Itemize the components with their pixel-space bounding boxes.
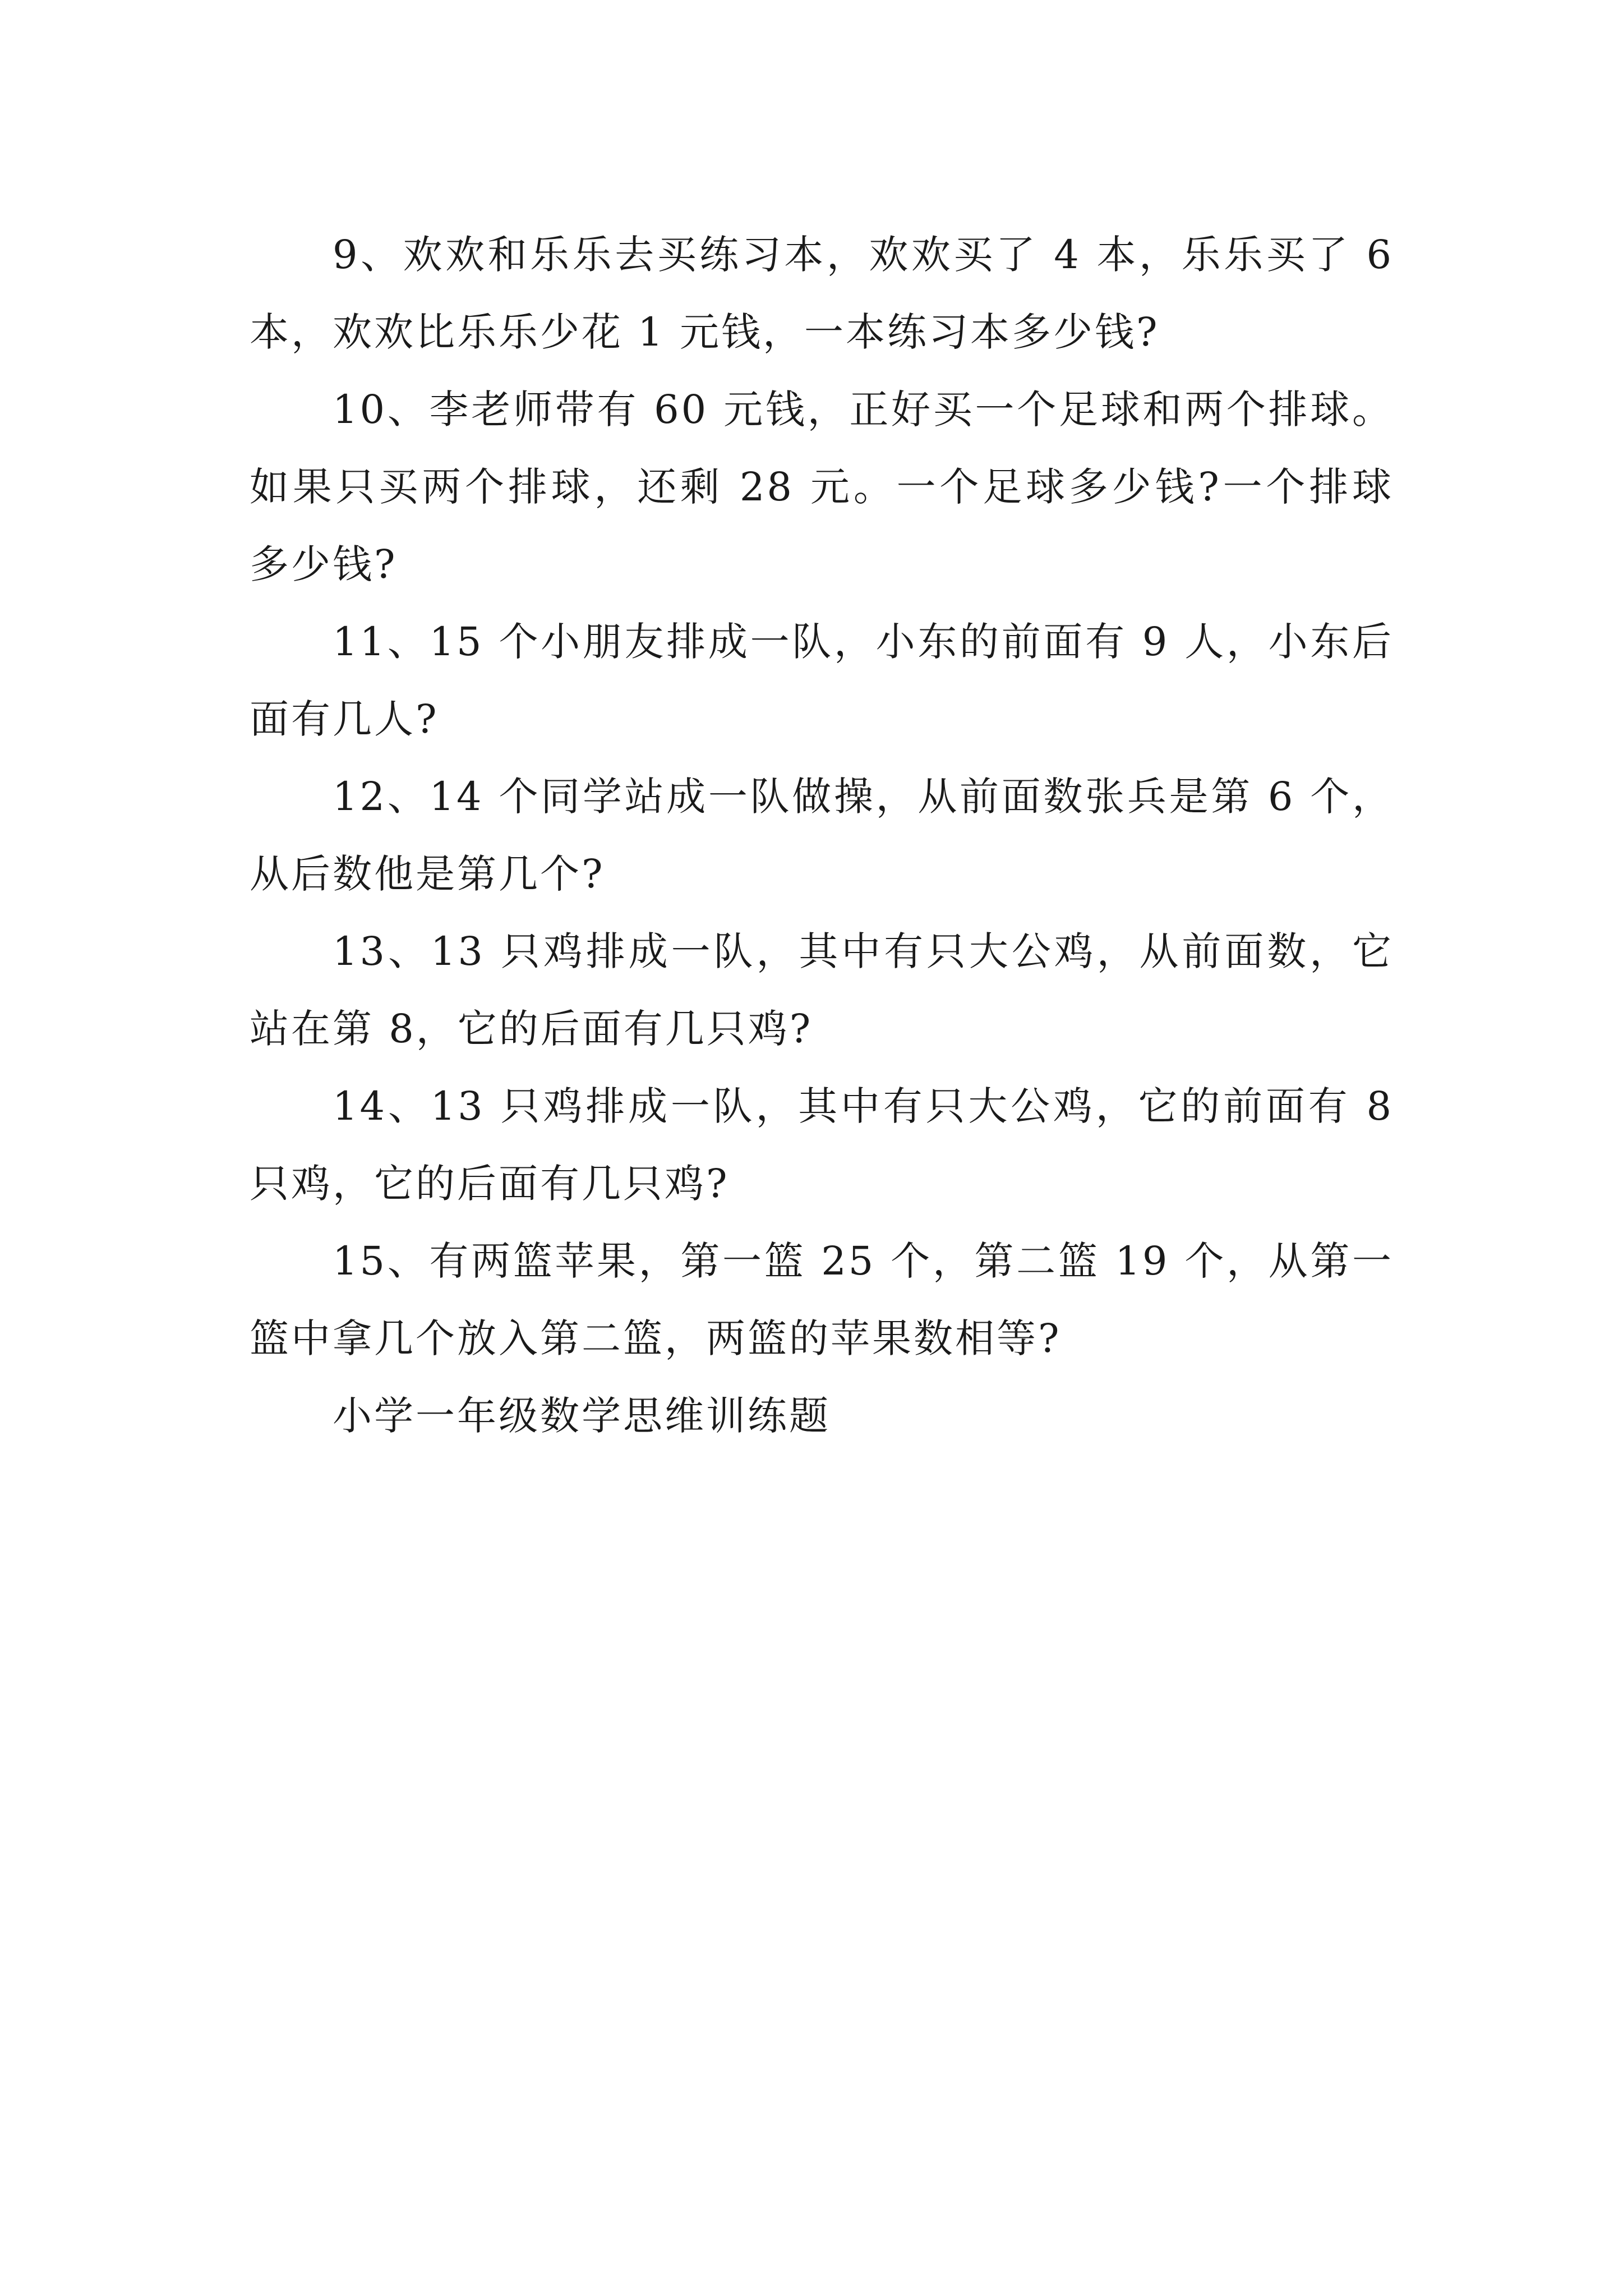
- question-14: 14、13 只鸡排成一队，其中有只大公鸡，它的前面有 8 只鸡，它的后面有几只鸡?: [250, 1083, 1394, 1207]
- question-15: 15、有两篮苹果，第一篮 25 个，第二篮 19 个，从第一篮中拿几个放入第二篮，两篮的苹果数相等?: [250, 1238, 1394, 1361]
- question-12: 12、14 个同学站成一队做操，从前面数张兵是第 6 个，从后数他是第几个?: [250, 774, 1394, 897]
- section-heading: 小学一年级数学思维训练题: [333, 1393, 831, 1439]
- question-10: 10、李老师带有 60 元钱，正好买一个足球和两个排球。如果只买两个排球，还剩 28 元。一个足球多少钱?一个排球多少钱?: [250, 386, 1394, 587]
- question-13: 13、13 只鸡排成一队，其中有只大公鸡，从前面数，它站在第 8，它的后面有几只鸡?: [250, 928, 1394, 1052]
- question-9: 9、欢欢和乐乐去买练习本，欢欢买了 4 本，乐乐买了 6 本，欢欢比乐乐少花 1 元钱，一本练习本多少钱?: [250, 232, 1394, 355]
- document-page: [250, 216, 1394, 1455]
- question-11: 11、15 个小朋友排成一队，小东的前面有 9 人，小东后面有几人?: [250, 619, 1394, 742]
